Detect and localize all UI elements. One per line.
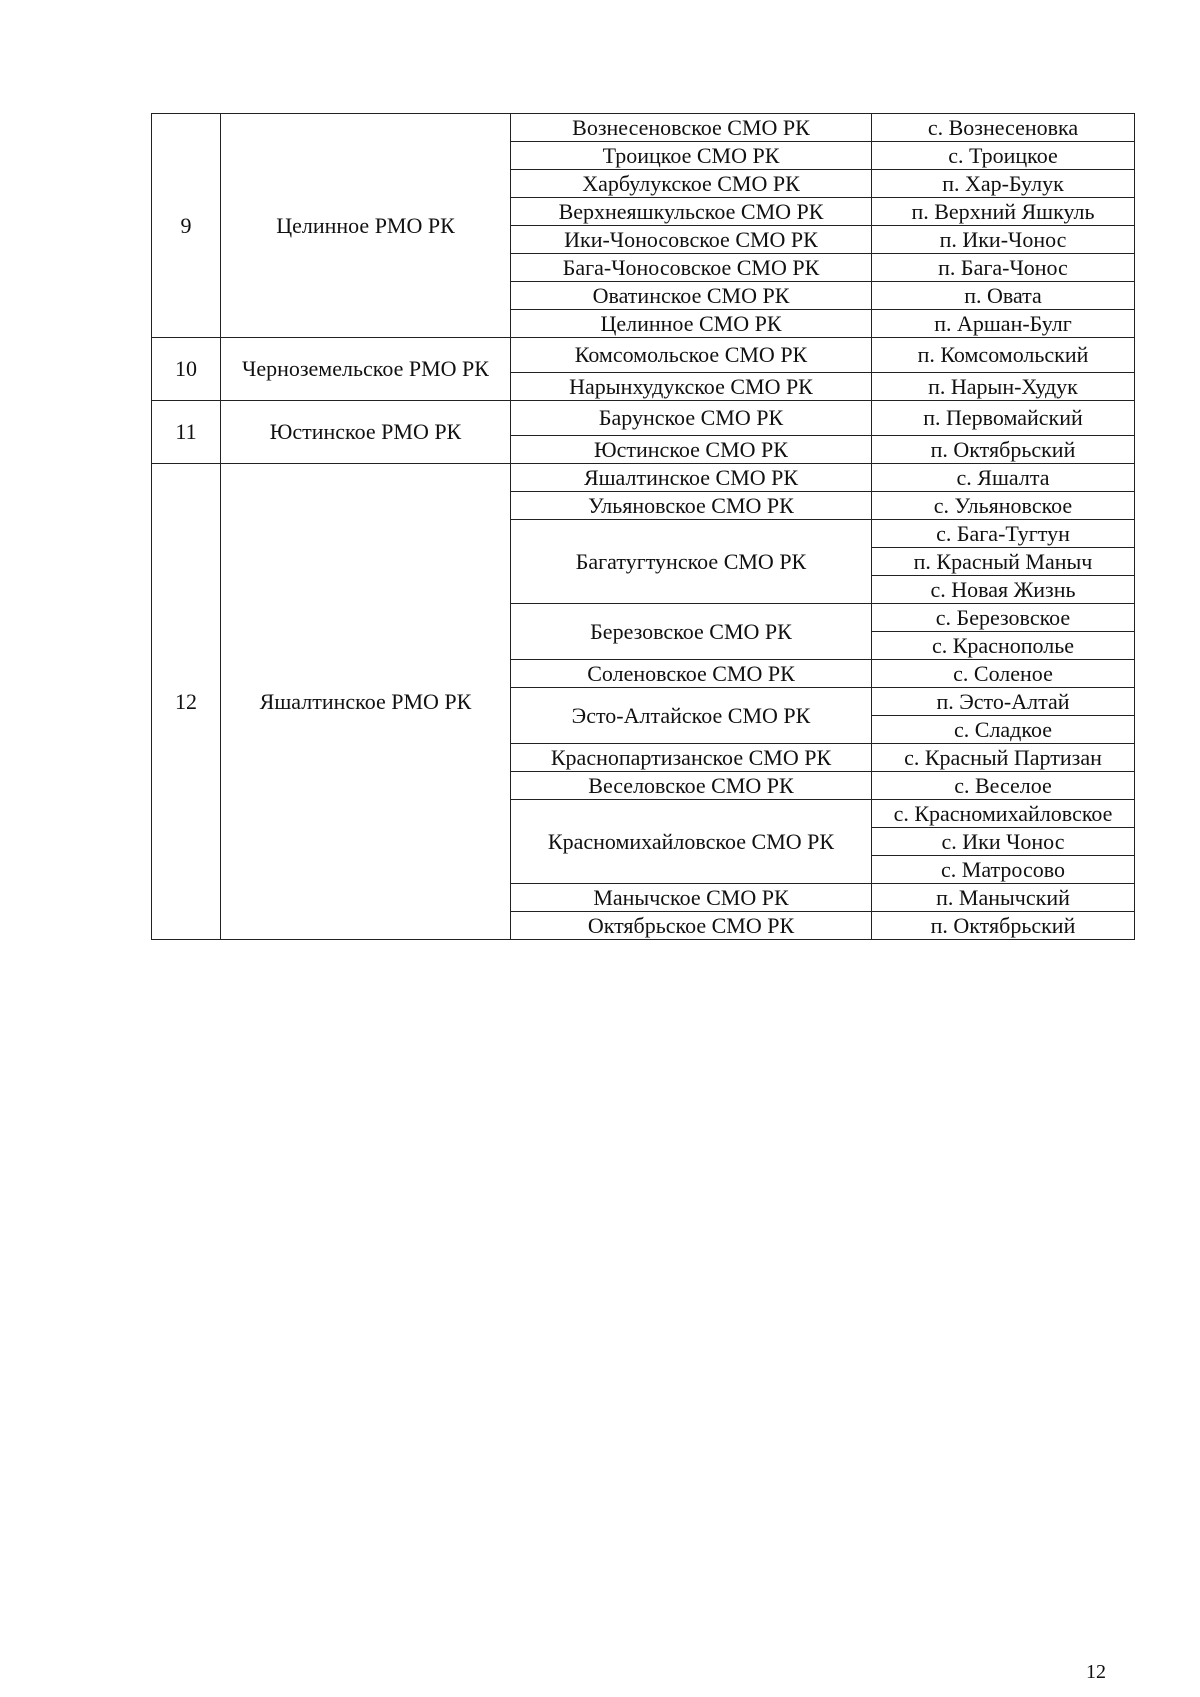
settlement-name: п. Октябрьский <box>872 912 1135 940</box>
settlement-name: п. Хар-Булук <box>872 170 1135 198</box>
group-number: 12 <box>152 464 221 940</box>
smo-name: Березовское СМО РК <box>511 604 872 660</box>
settlement-name: с. Матросово <box>872 856 1135 884</box>
settlement-name: с. Краснополье <box>872 632 1135 660</box>
settlement-name: с. Веселое <box>872 772 1135 800</box>
smo-name: Ики-Чоносовское СМО РК <box>511 226 872 254</box>
settlement-name: с. Ики Чонос <box>872 828 1135 856</box>
settlement-name: п. Красный Маныч <box>872 548 1135 576</box>
page-number: 12 <box>1086 1661 1106 1683</box>
settlement-name: с. Вознесеновка <box>872 114 1135 142</box>
smo-name: Бага-Чоносовское СМО РК <box>511 254 872 282</box>
smo-name: Краснопартизанское СМО РК <box>511 744 872 772</box>
smo-name: Манычское СМО РК <box>511 884 872 912</box>
smo-name: Харбулукское СМО РК <box>511 170 872 198</box>
settlement-name: с. Яшалта <box>872 464 1135 492</box>
settlement-name: с. Новая Жизнь <box>872 576 1135 604</box>
table-row <box>152 114 1135 142</box>
settlement-name: п. Манычский <box>872 884 1135 912</box>
settlement-name: с. Бага-Тугтун <box>872 520 1135 548</box>
smo-name: Соленовское СМО РК <box>511 660 872 688</box>
settlement-name: п. Комсомольский <box>872 338 1135 373</box>
settlement-name: п. Овата <box>872 282 1135 310</box>
table-row <box>152 401 1135 436</box>
smo-name: Эсто-Алтайское СМО РК <box>511 688 872 744</box>
group-number: 10 <box>152 338 221 401</box>
smo-name: Юстинское СМО РК <box>511 436 872 464</box>
municipalities-table <box>151 113 1135 940</box>
settlement-name: п. Ики-Чонос <box>872 226 1135 254</box>
smo-name: Целинное СМО РК <box>511 310 872 338</box>
smo-name: Оватинское СМО РК <box>511 282 872 310</box>
table-body <box>152 114 1135 940</box>
smo-name: Яшалтинское СМО РК <box>511 464 872 492</box>
smo-name: Красномихайловское СМО РК <box>511 800 872 884</box>
table-row <box>152 338 1135 373</box>
table-row <box>152 464 1135 492</box>
rmo-name: Юстинское РМО РК <box>221 401 511 464</box>
smo-name: Октябрьское СМО РК <box>511 912 872 940</box>
settlement-name: п. Первомайский <box>872 401 1135 436</box>
rmo-name: Яшалтинское РМО РК <box>221 464 511 940</box>
settlement-name: п. Аршан-Булг <box>872 310 1135 338</box>
smo-name: Нарынхудукское СМО РК <box>511 373 872 401</box>
group-number: 9 <box>152 114 221 338</box>
settlement-name: п. Бага-Чонос <box>872 254 1135 282</box>
smo-name: Комсомольское СМО РК <box>511 338 872 373</box>
smo-name: Ульяновское СМО РК <box>511 492 872 520</box>
group-number: 11 <box>152 401 221 464</box>
rmo-name: Целинное РМО РК <box>221 114 511 338</box>
smo-name: Верхнеяшкульское СМО РК <box>511 198 872 226</box>
settlement-name: п. Нарын-Худук <box>872 373 1135 401</box>
rmo-name: Черноземельское РМО РК <box>221 338 511 401</box>
smo-name: Троицкое СМО РК <box>511 142 872 170</box>
settlement-name: с. Красномихайловское <box>872 800 1135 828</box>
settlement-name: с. Троицкое <box>872 142 1135 170</box>
settlement-name: п. Верхний Яшкуль <box>872 198 1135 226</box>
settlement-name: с. Сладкое <box>872 716 1135 744</box>
smo-name: Веселовское СМО РК <box>511 772 872 800</box>
settlement-name: с. Соленое <box>872 660 1135 688</box>
settlement-name: с. Ульяновское <box>872 492 1135 520</box>
smo-name: Барунское СМО РК <box>511 401 872 436</box>
smo-name: Багатугтунское СМО РК <box>511 520 872 604</box>
settlement-name: п. Октябрьский <box>872 436 1135 464</box>
settlement-name: п. Эсто-Алтай <box>872 688 1135 716</box>
settlement-name: с. Красный Партизан <box>872 744 1135 772</box>
settlement-name: с. Березовское <box>872 604 1135 632</box>
smo-name: Вознесеновское СМО РК <box>511 114 872 142</box>
